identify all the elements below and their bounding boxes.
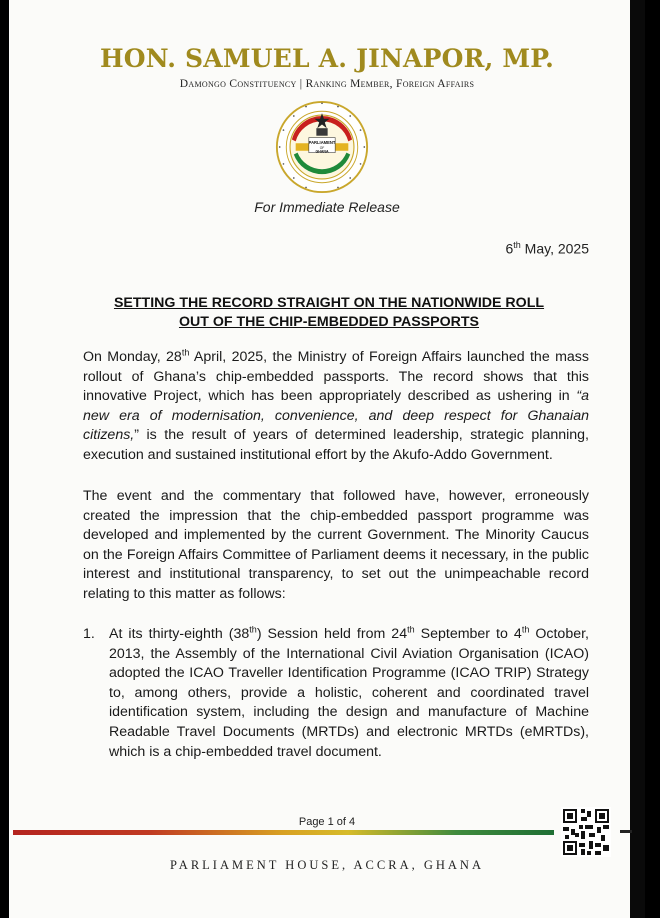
paragraph-2: The event and the commentary that followed have, however, erroneously created the impression that the chip-embedded passport programme was developed and implemented by the current Government. The Minority Caucus on the Foreign Affairs Committee of Parliament deems it necessary, in the public interest and institutional transparency, to set out the unimpeachable record relating to this matter as follows: bbox=[83, 488, 589, 602]
press-release-title bbox=[69, 294, 589, 332]
list-item-1 bbox=[83, 625, 589, 762]
ghana-flag-divider bbox=[13, 830, 554, 835]
list-item-text: At its thirty-eighth (38th) Session held from 24th September to 4th October, 2013, the Assembly of the International Civil Aviation Organisation (ICAO) adopted the ICAO Traveller Identification Programme (ICAO TRIP) Strategy to, among others, provide a holistic, coherent and coordinated travel identification system, including the design and manufacture of Machine Readable Travel Documents (MRTDs) and electronic MRTDs (eMRTDs), which is a chip-embedded travel document. bbox=[109, 624, 589, 760]
paragraph-1: On Monday, 28th April, 2025, the Ministry of Foreign Affairs launched the mass rollout of Ghana’s chip-embedded passports. The record shows that this innovative Project, which has been appropriately described as ushering in “a new era of modernisation, convenience, and deep respect for Ghanaian citizens,” is the result of years of determined leadership, strategic planning, execution and sustained institutional effort by the Akufo-Addo Government. bbox=[83, 347, 589, 463]
title-line-2: OUT OF THE CHIP-EMBEDDED PASSPORTS bbox=[178, 314, 480, 330]
scan-edge bbox=[630, 0, 645, 918]
svg-text:PARLIAMENT: PARLIAMENT bbox=[308, 140, 336, 146]
footer-address: PARLIAMENT HOUSE, ACCRA, GHANA bbox=[170, 858, 484, 872]
letterhead-name: HON. SAMUEL A. JINAPOR, MP. bbox=[99, 44, 555, 73]
svg-text:GHANA: GHANA bbox=[315, 149, 329, 154]
parliament-seal-emblem bbox=[275, 100, 369, 194]
list-item-number: 1. bbox=[83, 626, 95, 642]
release-date: 6th May, 2025 bbox=[505, 240, 589, 257]
svg-text:OF: OF bbox=[319, 145, 325, 150]
document-page bbox=[9, 0, 645, 918]
letterhead-subtitle: Damongo Constituency | Ranking Member, Foreign Affairs bbox=[179, 78, 475, 90]
divider-tail bbox=[620, 830, 632, 833]
page-number: Page 1 of 4 bbox=[298, 816, 356, 828]
qr-code-icon bbox=[561, 807, 611, 857]
title-line-1: SETTING THE RECORD STRAIGHT ON THE NATIONWIDE ROLL bbox=[113, 295, 545, 311]
release-label: For Immediate Release bbox=[254, 199, 400, 215]
